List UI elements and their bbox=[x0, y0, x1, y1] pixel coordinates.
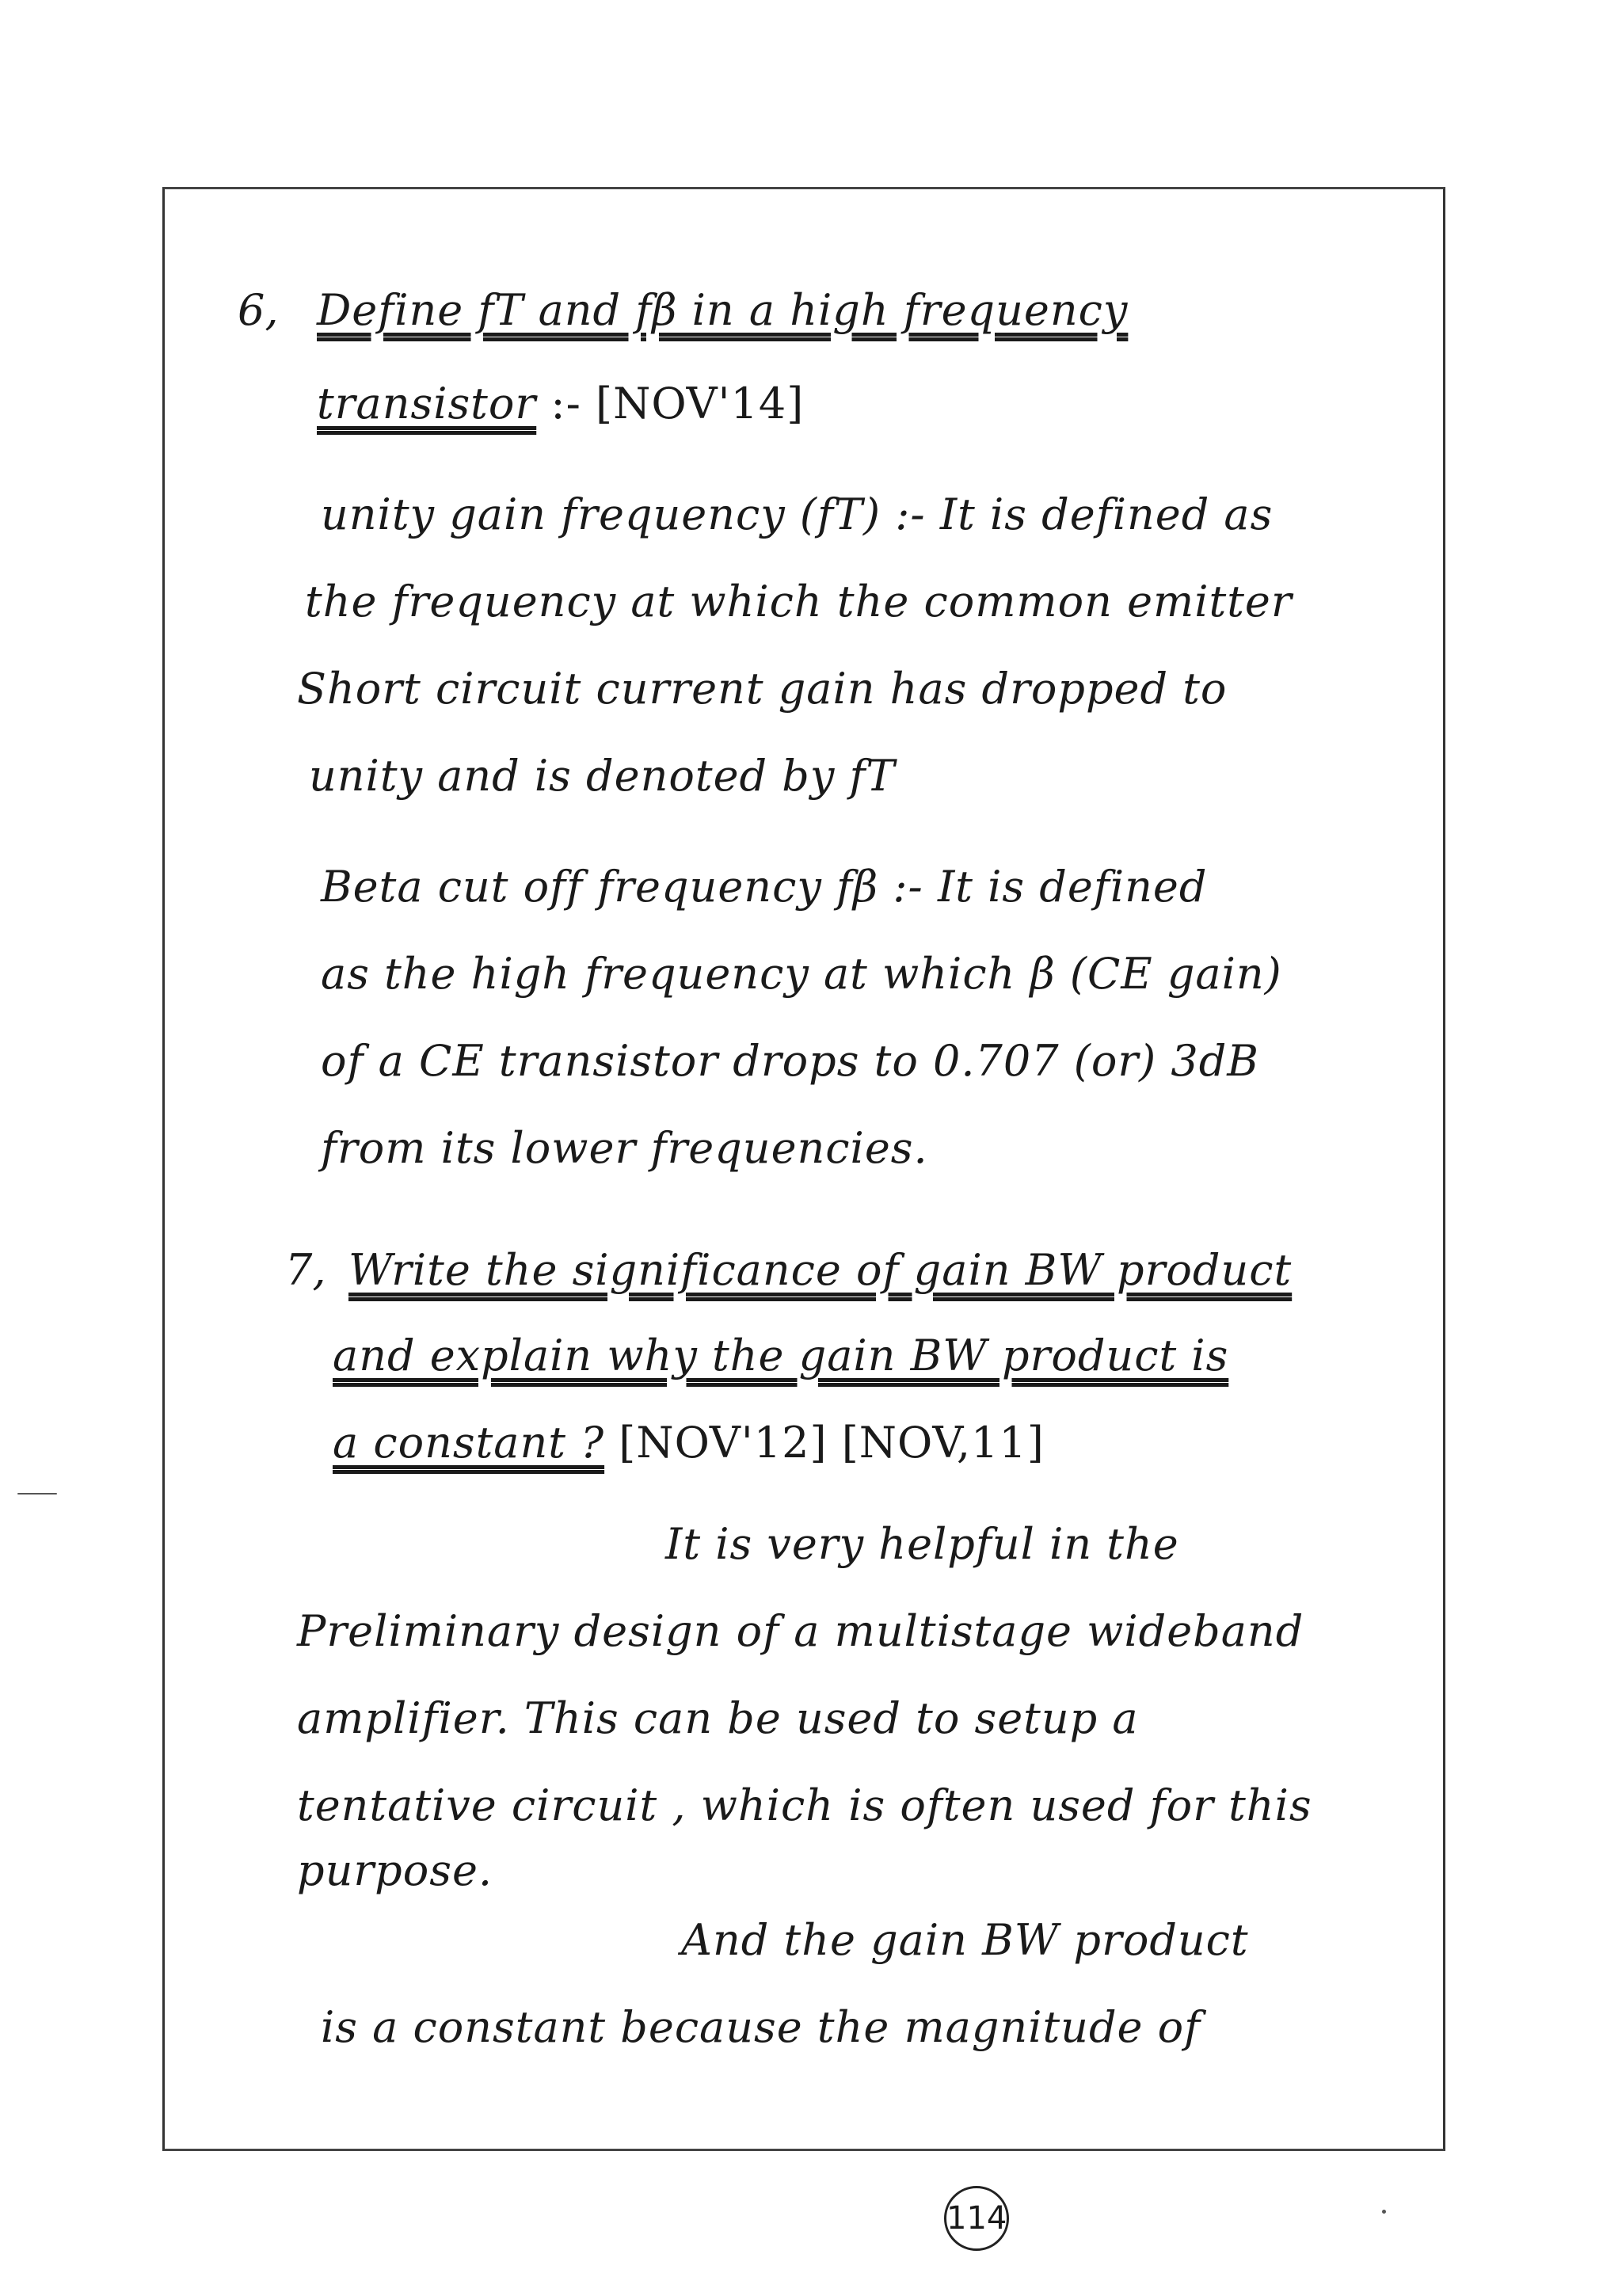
question-6-heading-line-2 bbox=[317, 379, 804, 429]
gain-bw-body-line-3: amplifier. This can be used to setup a bbox=[297, 1693, 1139, 1743]
page-number: 114 bbox=[944, 2186, 1009, 2251]
beta-cutoff-line-3: of a CE transistor drops to 0.707 (or) 3dB bbox=[321, 1036, 1259, 1086]
beta-cutoff-line-4: from its lower frequencies. bbox=[321, 1123, 928, 1173]
gain-bw-body-line-6: And the gain BW product bbox=[681, 1915, 1249, 1965]
question-6-number: 6, bbox=[238, 285, 279, 335]
beta-cutoff-line-1: Beta cut off frequency fβ :- It is defined bbox=[321, 862, 1208, 912]
question-6-exam-tag: :- [NOV'14] bbox=[550, 379, 805, 428]
gain-bw-body-line-5: purpose. bbox=[297, 1845, 493, 1895]
scan-speck bbox=[1382, 2210, 1386, 2214]
question-7-heading-line-2: and explain why the gain BW product is bbox=[333, 1331, 1229, 1380]
scan-mark bbox=[17, 1493, 57, 1494]
question-7-exam-tags: [NOV'12] [NOV,11] bbox=[619, 1418, 1045, 1468]
gain-bw-body-line-1: It is very helpful in the bbox=[665, 1519, 1179, 1569]
gain-bw-body-line-2: Preliminary design of a multistage wideband bbox=[297, 1606, 1304, 1656]
question-7-heading-line-1: Write the significance of gain BW product bbox=[348, 1245, 1293, 1295]
question-6-heading-term: transistor bbox=[317, 379, 537, 428]
question-7-heading-line-3 bbox=[333, 1418, 1045, 1468]
question-6-heading-line-1: Define fT and fβ in a high frequency bbox=[317, 285, 1129, 335]
unity-gain-line-2: the frequency at which the common emitter bbox=[305, 577, 1293, 626]
unity-gain-line-4: unity and is denoted by fT bbox=[309, 751, 896, 801]
gain-bw-body-line-4: tentative circuit , which is often used for this bbox=[297, 1780, 1312, 1830]
question-7-number: 7, bbox=[285, 1245, 326, 1295]
beta-cutoff-line-2: as the high frequency at which β (CE gain) bbox=[321, 949, 1282, 999]
question-7-heading-end: a constant ? bbox=[333, 1418, 605, 1468]
gain-bw-body-line-7: is a constant because the magnitude of bbox=[321, 2002, 1201, 2052]
unity-gain-line-1: unity gain frequency (fT) :- It is defined as bbox=[321, 489, 1274, 539]
unity-gain-line-3: Short circuit current gain has dropped to bbox=[297, 664, 1228, 714]
